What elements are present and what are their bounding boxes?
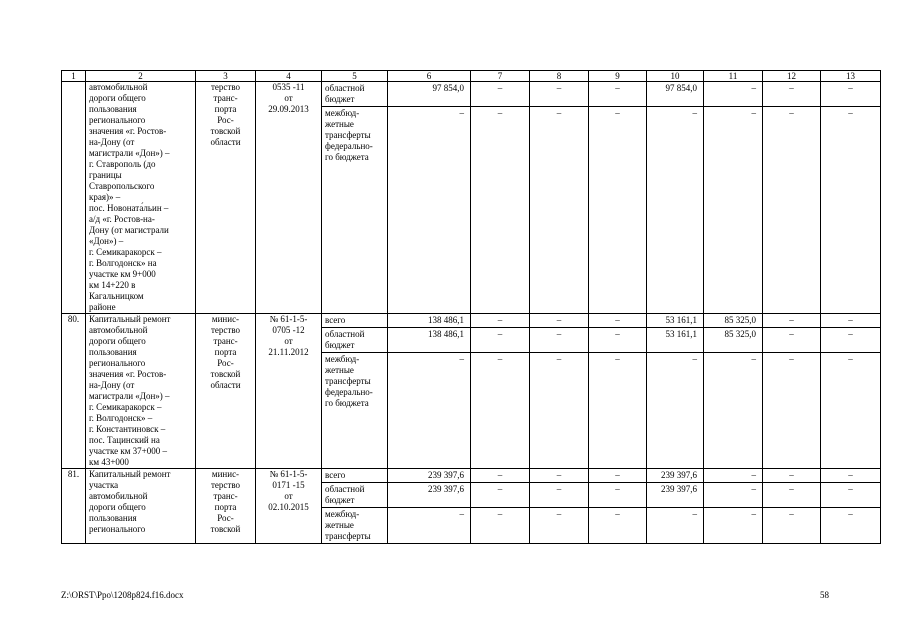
amount-c7 bbox=[471, 314, 530, 469]
amount-c13 bbox=[821, 469, 881, 544]
cell-value: 239 397,6 bbox=[388, 469, 470, 483]
cell-value: всего bbox=[322, 314, 387, 328]
cell-value: – bbox=[821, 82, 880, 107]
cell-value: – bbox=[556, 354, 562, 364]
column-header-13: 13 bbox=[821, 71, 881, 82]
cell-value: – bbox=[471, 328, 529, 353]
cell-value: – bbox=[704, 483, 762, 508]
amount-c10 bbox=[647, 82, 704, 314]
column-header-1: 1 bbox=[62, 71, 86, 82]
cell-value: – bbox=[459, 509, 464, 519]
object-name: Капитальный ремонт автомобильной дороги общего пользования регионального значения «г. Ростов- на-Дону (от магистрали «Дон») – г. Семикаракорск – г. Волгодонск» – г. Константиновск – пос. Тацинский на участке км 37+000 – км 43+000 bbox=[86, 314, 196, 469]
amount-c10 bbox=[647, 314, 704, 469]
expertise-doc: № 61-1-5- 0705 -12 от 21.11.2012 bbox=[256, 314, 322, 469]
cell-value: – bbox=[789, 509, 794, 519]
page-number: 58 bbox=[820, 590, 829, 600]
customer-org: минис- терство транс- порта Рос- товской области bbox=[196, 314, 256, 469]
cell-value: 239 397,6 bbox=[647, 483, 703, 508]
cell-value: – bbox=[763, 469, 820, 483]
cell-value: всего bbox=[322, 469, 387, 483]
cell-value: – bbox=[530, 483, 588, 508]
cell-value: – bbox=[471, 82, 529, 107]
cell-value: – bbox=[692, 108, 697, 118]
cell-value: – bbox=[471, 314, 529, 328]
cell-value: межбюд- жетные трансферты федерально- го бюджета bbox=[325, 354, 373, 408]
column-header-6: 6 bbox=[388, 71, 471, 82]
cell-value: – bbox=[589, 469, 646, 483]
cell-value: – bbox=[615, 509, 620, 519]
column-header-9: 9 bbox=[589, 71, 647, 82]
cell-value: – bbox=[530, 328, 588, 353]
cell-value: – bbox=[848, 108, 853, 118]
cell-value: – bbox=[821, 328, 880, 353]
amount-c7 bbox=[471, 82, 530, 314]
cell-value: 85 325,0 bbox=[704, 328, 762, 353]
cell-value: – bbox=[821, 469, 880, 483]
customer-org: минис- терство транс- порта Рос- товской bbox=[196, 469, 256, 544]
column-header-4: 4 bbox=[256, 71, 322, 82]
column-header-7: 7 bbox=[471, 71, 530, 82]
cell-value: – bbox=[704, 469, 762, 483]
cell-value: – bbox=[589, 483, 646, 508]
cell-value: межбюд- жетные трансферты bbox=[325, 509, 371, 541]
funding-source bbox=[322, 314, 388, 469]
cell-value: – bbox=[789, 108, 794, 118]
cell-value: 138 486,1 bbox=[388, 314, 470, 328]
cell-value: – bbox=[589, 82, 646, 107]
cell-value: – bbox=[497, 108, 503, 118]
cell-value: 97 854,0 bbox=[388, 82, 470, 107]
cell-value: – bbox=[530, 469, 588, 483]
cell-value: 97 854,0 bbox=[647, 82, 703, 107]
customer-org: терство транс- порта Рос- товской области bbox=[196, 82, 256, 314]
amount-c8 bbox=[530, 82, 589, 314]
cell-value: – bbox=[615, 108, 620, 118]
cell-value: – bbox=[763, 328, 820, 353]
cell-value: – bbox=[763, 483, 820, 508]
cell-value: – bbox=[530, 82, 588, 107]
cell-value: 239 397,6 bbox=[647, 469, 703, 483]
cell-value: – bbox=[704, 82, 762, 107]
amount-c13 bbox=[821, 82, 881, 314]
cell-value: – bbox=[763, 314, 820, 328]
row-number: 80. bbox=[62, 314, 86, 469]
budget-table bbox=[61, 70, 881, 544]
cell-value: – bbox=[556, 108, 562, 118]
amount-c9 bbox=[589, 82, 647, 314]
amount-c8 bbox=[530, 314, 589, 469]
cell-value: 239 397,6 bbox=[388, 483, 470, 508]
cell-value: – bbox=[615, 354, 620, 364]
amount-c13 bbox=[821, 314, 881, 469]
cell-value: – bbox=[751, 354, 756, 364]
cell-value: межбюд- жетные трансферты федерально- го бюджета bbox=[325, 108, 373, 162]
expertise-doc: 0535 -11 от 29.09.2013 bbox=[256, 82, 322, 314]
cell-value: – bbox=[692, 509, 697, 519]
amount-c12 bbox=[763, 469, 821, 544]
column-header-11: 11 bbox=[704, 71, 763, 82]
cell-value: – bbox=[751, 108, 756, 118]
cell-value: – bbox=[556, 509, 562, 519]
amount-c12 bbox=[763, 314, 821, 469]
cell-value: – bbox=[751, 509, 756, 519]
column-header-10: 10 bbox=[647, 71, 704, 82]
cell-value: – bbox=[848, 509, 853, 519]
amount-c8 bbox=[530, 469, 589, 544]
cell-value: – bbox=[459, 354, 464, 364]
funding-source bbox=[322, 82, 388, 314]
amount-total bbox=[388, 469, 471, 544]
column-header-12: 12 bbox=[763, 71, 821, 82]
column-header-8: 8 bbox=[530, 71, 589, 82]
amount-c9 bbox=[589, 314, 647, 469]
cell-value: – bbox=[530, 314, 588, 328]
cell-value: 53 161,1 bbox=[647, 314, 703, 328]
amount-total bbox=[388, 314, 471, 469]
column-header-5: 5 bbox=[322, 71, 388, 82]
object-name: автомобильной дороги общего пользования регионального значения «г. Ростов- на-Дону (от магистрали «Дон») – г. Ставрополь (до границы Ставропольского края)» – пос. Новоната́льин – а/д «г. Ростов-на- Дону (от магистрали «Дон») – г. Семикаракорск – г. Волгодонск» на участке км 9+000 км 14+220 в Кагальницком районе bbox=[86, 82, 196, 314]
cell-value: – bbox=[763, 82, 820, 107]
cell-value: – bbox=[459, 108, 464, 118]
amount-c11 bbox=[704, 314, 763, 469]
table-header-row bbox=[62, 71, 881, 82]
file-path: Z:\ORST\Ppo\1208p824.f16.docx bbox=[61, 590, 184, 600]
cell-value: – bbox=[589, 328, 646, 353]
cell-value: – bbox=[821, 483, 880, 508]
amount-c10 bbox=[647, 469, 704, 544]
cell-value: – bbox=[497, 354, 503, 364]
cell-value: областной бюджет bbox=[322, 328, 387, 353]
cell-value: – bbox=[471, 469, 529, 483]
cell-value: 138 486,1 bbox=[388, 328, 470, 353]
cell-value: – bbox=[692, 354, 697, 364]
funding-source bbox=[322, 469, 388, 544]
column-header-2: 2 bbox=[86, 71, 196, 82]
cell-value: 85 325,0 bbox=[704, 314, 762, 328]
amount-c11 bbox=[704, 82, 763, 314]
table-row bbox=[62, 469, 881, 544]
amount-c9 bbox=[589, 469, 647, 544]
expertise-doc: № 61-1-5- 0171 -15 от 02.10.2015 bbox=[256, 469, 322, 544]
amount-total bbox=[388, 82, 471, 314]
row-number: 81. bbox=[62, 469, 86, 544]
table-row bbox=[62, 82, 881, 314]
cell-value: областной бюджет bbox=[322, 483, 387, 508]
cell-value: – bbox=[848, 354, 853, 364]
row-number bbox=[62, 82, 86, 314]
cell-value: – bbox=[789, 354, 794, 364]
cell-value: – bbox=[589, 314, 646, 328]
amount-c7 bbox=[471, 469, 530, 544]
table-row bbox=[62, 314, 881, 469]
amount-c12 bbox=[763, 82, 821, 314]
object-name: Капитальный ремонт участка автомобильной дороги общего пользования регионального bbox=[86, 469, 196, 544]
column-header-3: 3 bbox=[196, 71, 256, 82]
cell-value: – bbox=[471, 483, 529, 508]
cell-value: – bbox=[821, 314, 880, 328]
cell-value: – bbox=[497, 509, 503, 519]
cell-value: областной бюджет bbox=[322, 82, 387, 107]
amount-c11 bbox=[704, 469, 763, 544]
cell-value: 53 161,1 bbox=[647, 328, 703, 353]
